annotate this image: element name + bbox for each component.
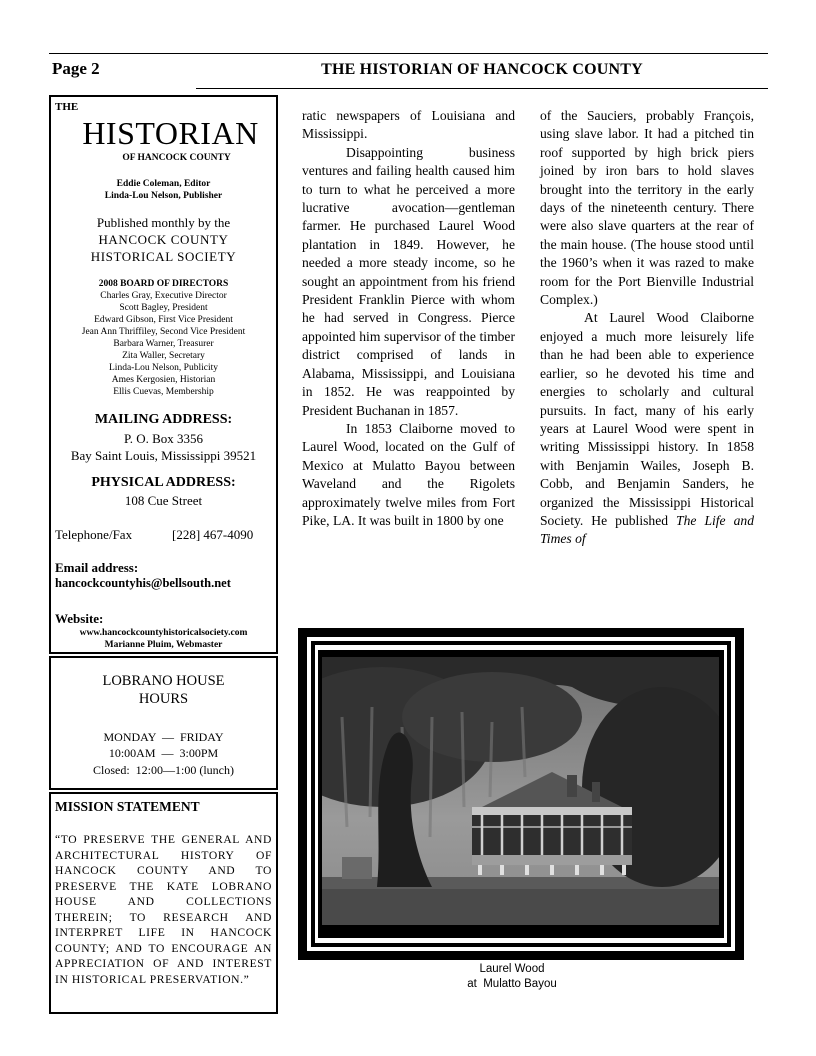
email-link[interactable]: hancockcountyhis@bellsouth.net xyxy=(55,576,231,590)
board-member: Ames Kergosien, Historian xyxy=(111,375,216,385)
phone-label: Telephone/Fax xyxy=(55,527,133,542)
article-paragraph: In 1853 Claiborne moved to Laurel Wood, located on the Gulf of Mexico at Mulatto Bayou between Waveland and the Rigolets approximately twelve miles from Fort Pike, LA. It was built in 1800 by one xyxy=(302,420,515,528)
society-name-line1: HANCOCK COUNTY xyxy=(98,232,229,247)
photo-illustration xyxy=(322,657,719,925)
hours-closed: Closed: 12:00—1:00 (lunch) xyxy=(93,763,234,777)
article-text: At Laurel Wood Claiborne enjoyed a much more leisurely life than he had been able to experience earlier, so he devoted his time and energies to scholarly and cultural pursuits. In fact, many of his early years at Laurel Wood were spent in writing Mississippi history. In 1858 with Benjamin Wailes, Joseph B. Cobb, and Benjamin Sanders, he organized the Mississippi Historical Society. He published xyxy=(540,310,754,528)
mailing-address-title: MAILING ADDRESS: xyxy=(94,412,233,427)
board-member: Edward Gibson, First Vice President xyxy=(94,315,233,325)
website-label: Website: xyxy=(55,611,104,626)
photo-frame xyxy=(298,628,744,960)
mission-text: “TO PRESERVE THE GENERAL AND ARCHITECTURAL HISTORY OF HANCOCK COUNTY AND TO PRESERVE THE KATE LOBRANO HOUSE AND COLLECTIONS THEREIN; TO RESEARCH AND INTERPRET LIFE IN HANCOCK COUNTY; AND TO ENCOURAGE AN APPRECIATION OF AND INTEREST IN HISTORICAL PRESERVATION.” xyxy=(55,833,272,986)
physical-address-line: 108 Cue Street xyxy=(124,493,203,508)
website-link[interactable]: www.hancockcountyhistoricalsociety.com xyxy=(79,628,248,638)
board-member: Zita Waller, Secretary xyxy=(122,351,205,361)
article-column-2 xyxy=(540,107,754,549)
board-title: 2008 BOARD OF DIRECTORS xyxy=(98,279,229,289)
masthead-info-box xyxy=(49,95,278,654)
publisher-credit: Linda-Lou Nelson, Publisher xyxy=(104,191,223,201)
phone-number: [228] 467-4090 xyxy=(172,527,254,542)
article-paragraph xyxy=(540,309,754,548)
article-column-1 xyxy=(302,107,515,530)
page-number: Page 2 xyxy=(52,59,100,78)
hours-days: MONDAY — FRIDAY xyxy=(103,730,224,744)
board-member: Linda-Lou Nelson, Publicity xyxy=(109,363,218,373)
webmaster-credit: Marianne Pluim, Webmaster xyxy=(104,640,223,650)
hours-title-line1: LOBRANO HOUSE xyxy=(102,673,225,689)
article-paragraph: ratic newspapers of Louisiana and Mississippi. xyxy=(302,108,515,142)
hours-box xyxy=(49,656,278,790)
article-paragraph: Disappointing business ventures and failing health caused him to turn to what he perceived a more lucrative avocation—gentleman farmer. He purchased Laurel Wood plantation in 1849. However, he needed a more steady income, so he sought an appointment from his friend President Franklin Pierce with whom he had served in Congress. Pierce appointed him supervisor of the timber district comprised of lands in Alabama, Mississippi, and Louisiana in 1852. He was reappointed by President Buchanan in 1857. xyxy=(302,144,515,418)
mailing-address-line2: Bay Saint Louis, Mississippi 39521 xyxy=(70,448,257,463)
book-title: The Life and Times of xyxy=(540,512,754,547)
laurel-wood-photo xyxy=(322,657,719,925)
board-member: Scott Bagley, President xyxy=(119,303,208,313)
editor-credit: Eddie Coleman, Editor xyxy=(116,179,211,189)
header-rule-bottom xyxy=(196,88,768,89)
email-label: Email address: xyxy=(55,560,139,575)
mailing-address-line1: P. O. Box 3356 xyxy=(123,431,204,446)
logo-the: THE xyxy=(55,101,79,113)
header-rule-top xyxy=(49,53,768,54)
article-paragraph: of the Sauciers, probably François, using slave labor. It had a pitched tin roof supported by high brick piers joined by iron bars to hold slaves brought into the territory in the early days of the nineteenth century. There were also slave quarters at the rear of the main house. (The house stood until the 1960’s when it was razed to make room for the Port Bienville Industrial Complex.) xyxy=(540,108,754,308)
board-member: Charles Gray, Executive Director xyxy=(100,291,227,301)
logo-of-hancock: OF HANCOCK COUNTY xyxy=(122,153,231,163)
hours-times: 10:00AM — 3:00PM xyxy=(108,746,219,760)
society-name-line2: HISTORICAL SOCIETY xyxy=(90,249,237,264)
photo-caption-line1: Laurel Wood xyxy=(479,963,545,975)
published-by: Published monthly by the xyxy=(96,215,231,230)
photo-caption-line2: at Mulatto Bayou xyxy=(467,978,557,990)
board-member: Jean Ann Thriffiley, Second Vice President xyxy=(81,327,246,337)
photo-caption xyxy=(430,962,594,992)
board-member: Ellis Cuevas, Membership xyxy=(113,387,214,397)
physical-address-title: PHYSICAL ADDRESS: xyxy=(91,475,236,490)
masthead-title: THE HISTORIAN OF HANCOCK COUNTY xyxy=(321,61,643,78)
board-member: Barbara Warner, Treasurer xyxy=(113,339,214,349)
logo-historian: HISTORIAN xyxy=(82,115,259,151)
mission-title: MISSION STATEMENT xyxy=(55,799,200,814)
hours-title-line2: HOURS xyxy=(138,691,189,707)
mission-box xyxy=(49,792,278,1014)
